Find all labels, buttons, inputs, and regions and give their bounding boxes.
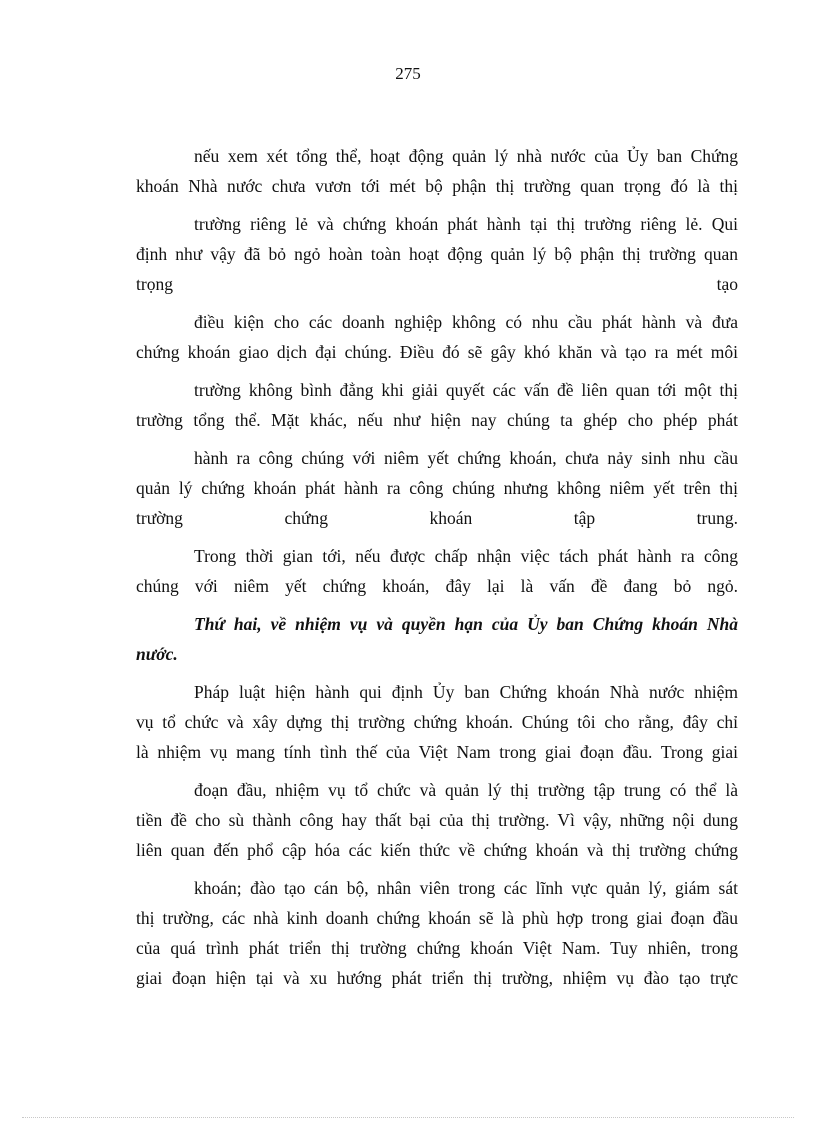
text-line: là nhiệm vụ mang tính tình thế của Việt Nam trong giai đoạn đầu. Trong giai bbox=[136, 742, 738, 762]
text-line: Trong thời gian tới, nếu được chấp nhận việc tách phát hành ra công bbox=[194, 546, 738, 566]
page-bottom-rule bbox=[22, 1117, 794, 1118]
text-line: tiền đề cho sù thành công hay thất bại của thị trường. Vì vậy, những nội dung bbox=[136, 810, 738, 830]
text-line: thị trường, các nhà kinh doanh chứng khoán sẽ là phù hợp trong giai đoạn đầu bbox=[136, 908, 738, 928]
text-line: nếu xem xét tổng thể, hoạt động quản lý nhà nước của Ủy ban Chứng bbox=[194, 146, 738, 166]
text-line: Pháp luật hiện hành qui định Ủy ban Chứng khoán Nhà nước nhiệm bbox=[194, 682, 738, 702]
text-line: chứng khoán giao dịch đại chúng. Điều đó sẽ gây khó khăn và tạo ra mét môi bbox=[136, 342, 738, 362]
text-line: khoán Nhà nước chưa vươn tới mét bộ phận thị trường quan trọng đó là thị bbox=[136, 176, 738, 196]
text-line: vụ tổ chức và xây dựng thị trường chứng khoán. Chúng tôi cho rằng, đây chỉ bbox=[136, 712, 738, 732]
text-line: điều kiện cho các doanh nghiệp không có nhu cầu phát hành và đưa bbox=[194, 312, 738, 332]
text-line: đoạn đầu, nhiệm vụ tổ chức và quản lý thị trường tập trung có thể là bbox=[194, 780, 738, 800]
text-line: khoán; đào tạo cán bộ, nhân viên trong các lĩnh vực quản lý, giám sát bbox=[194, 878, 738, 898]
section-heading: nước. bbox=[136, 644, 178, 664]
text-line: trường không bình đẳng khi giải quyết các vấn đề liên quan tới một thị bbox=[194, 380, 738, 400]
page-number: 275 bbox=[395, 64, 421, 83]
text-line: định như vậy đã bỏ ngỏ hoàn toàn hoạt động quản lý bộ phận thị trường quan bbox=[136, 244, 738, 264]
text-line: giai đoạn hiện tại và xu hướng phát triển thị trường, nhiệm vụ đào tạo trực bbox=[136, 968, 738, 988]
section-heading: Thứ hai, về nhiệm vụ và quyền hạn của Ủy ban Chứng khoán Nhà bbox=[194, 614, 738, 634]
text-line: của quá trình phát triển thị trường chứng khoán Việt Nam. Tuy nhiên, trong bbox=[136, 938, 738, 958]
text-line: hành ra công chúng với niêm yết chứng khoán, chưa nảy sinh nhu cầu bbox=[194, 448, 738, 468]
text-line: liên quan đến phổ cập hóa các kiến thức về chứng khoán và thị trường chứng bbox=[136, 840, 738, 860]
text-line: trường chứng khoán tập trung. bbox=[136, 508, 738, 528]
text-line: trường tổng thể. Mặt khác, nếu như hiện nay chúng ta ghép cho phép phát bbox=[136, 410, 738, 430]
text-line: quản lý chứng khoán phát hành ra công chúng nhưng không niêm yết trên thị bbox=[136, 478, 738, 498]
text-line: chúng với niêm yết chứng khoán, đây lại là vấn đề đang bỏ ngỏ. bbox=[136, 576, 738, 596]
text-line: trường riêng lẻ và chứng khoán phát hành tại thị trường riêng lẻ. Qui bbox=[194, 214, 738, 234]
text-line: trọng tạo bbox=[136, 274, 738, 294]
